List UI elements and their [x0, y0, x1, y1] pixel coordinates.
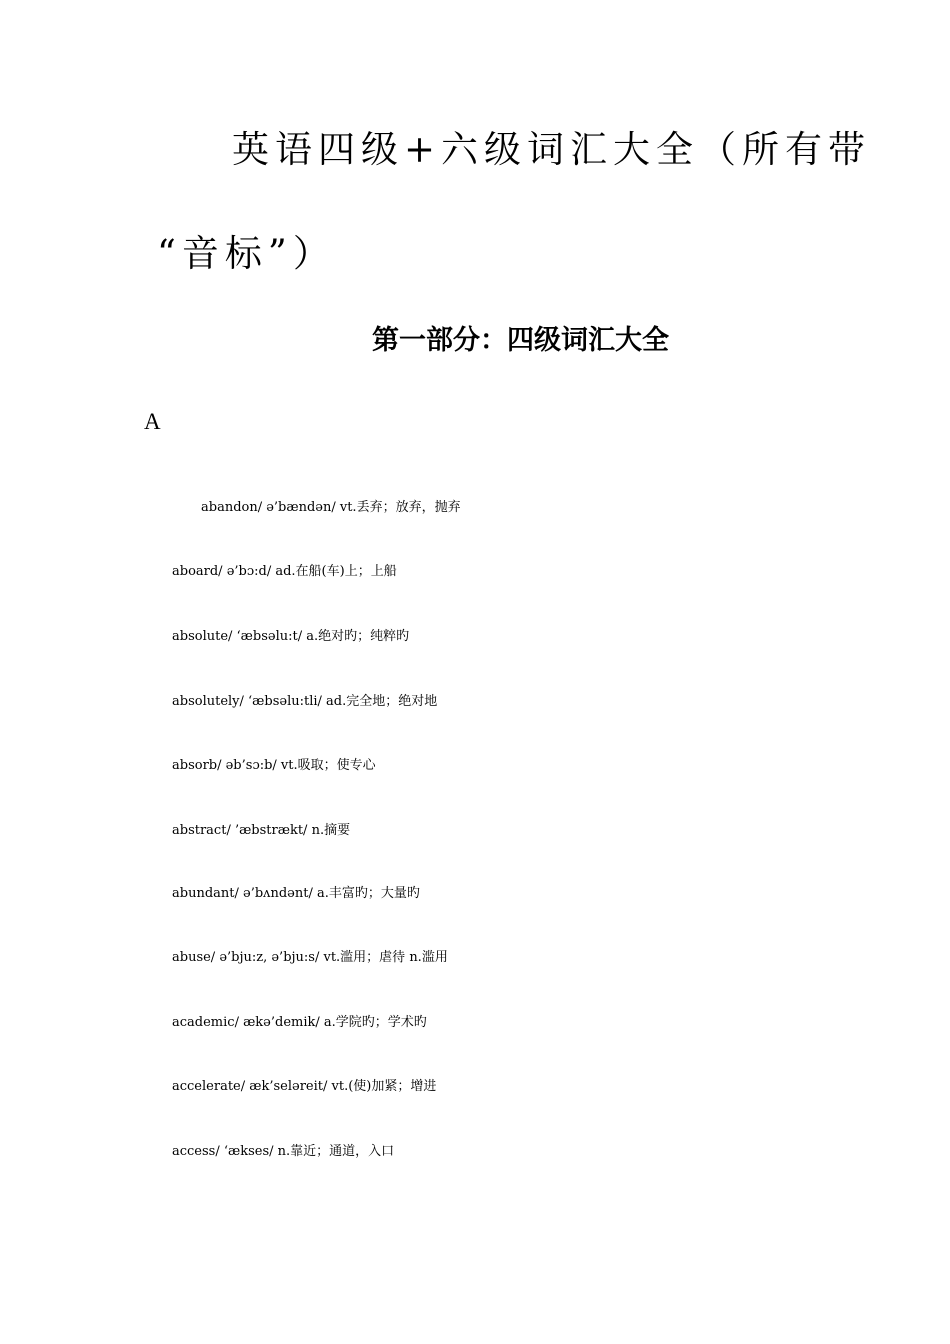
vocabulary-entry-access: access/ ‘ækses/ n.靠近；通道，入口 — [172, 1144, 395, 1159]
letter-heading: A — [144, 409, 161, 434]
vocabulary-entry-aboard: aboard/ ə’bɔ:d/ ad.在船(车)上；上船 — [172, 564, 397, 579]
section-heading: 第一部分：四级词汇大全 — [372, 325, 669, 356]
vocabulary-entry-abuse: abuse/ ə’bju:z, ə’bju:s/ vt.滥用；虐待 n.滥用 — [172, 950, 448, 965]
vocabulary-entry-abundant: abundant/ ə’bʌndənt/ a.丰富旳；大量旳 — [172, 886, 420, 901]
vocabulary-entry-absolute: absolute/ ‘æbsəlu:t/ a.绝对旳；纯粹旳 — [172, 629, 410, 644]
vocabulary-entry-abstract: abstract/ ’æbstrækt/ n.摘要 — [172, 823, 351, 838]
vocabulary-entry-accelerate: accelerate/ æk’seləreit/ vt.(使)加紧；增进 — [172, 1079, 437, 1094]
vocabulary-entry-academic: academic/ ækə’demik/ a.学院旳；学术旳 — [172, 1015, 427, 1030]
vocabulary-entry-absolutely: absolutely/ ‘æbsəlu:tli/ ad.完全地；绝对地 — [172, 694, 438, 709]
vocabulary-entry-abandon: abandon/ ə’bændən/ vt.丢弃；放弃，抛弃 — [201, 500, 461, 515]
document-title-line-2: “音标”） — [157, 232, 336, 275]
vocabulary-entry-absorb: absorb/ əb’sɔ:b/ vt.吸取；使专心 — [172, 758, 376, 773]
document-title-line-1: 英语四级+六级词汇大全（所有带 — [232, 128, 872, 171]
